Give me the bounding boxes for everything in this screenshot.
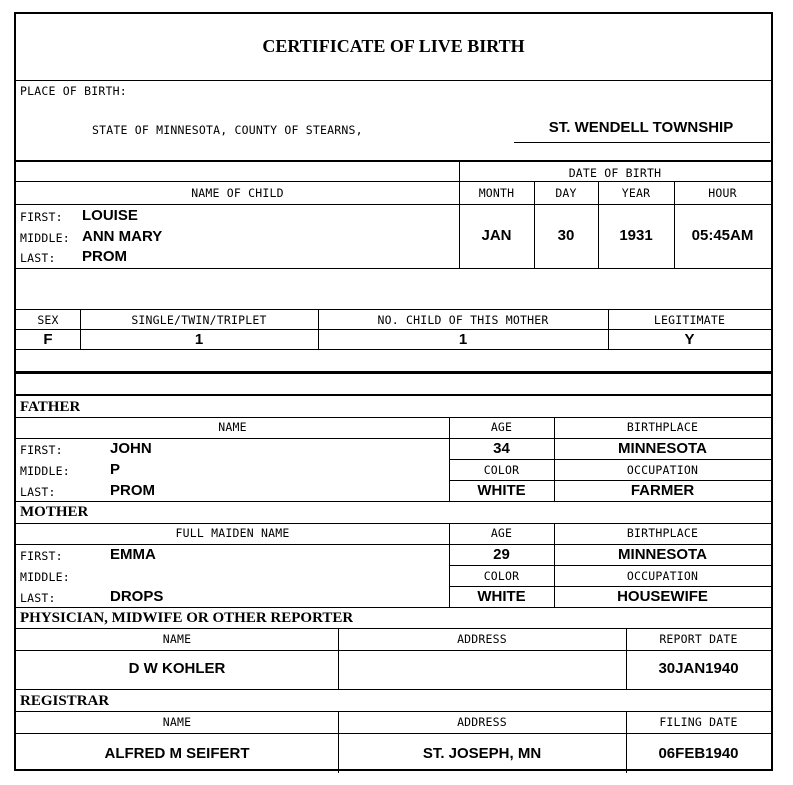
mother-age: 29 bbox=[493, 546, 510, 563]
mother-age-label: AGE bbox=[490, 526, 513, 540]
sex-label: SEX bbox=[37, 313, 59, 327]
mother-last-label: LAST: bbox=[20, 591, 56, 605]
registrar-section-title: REGISTRAR bbox=[20, 693, 110, 709]
father-color-label: COLOR bbox=[483, 463, 520, 477]
father-middle-label: MIDDLE: bbox=[20, 464, 70, 478]
father-name-header: NAME bbox=[218, 420, 247, 434]
certificate-title: CERTIFICATE OF LIVE BIRTH bbox=[262, 36, 525, 56]
physician-name: D W KOHLER bbox=[128, 660, 226, 677]
divider bbox=[16, 160, 771, 162]
child-number-label: NO. CHILD OF THIS MOTHER bbox=[377, 313, 549, 327]
sex-value: F bbox=[43, 331, 53, 348]
mother-color-label: COLOR bbox=[483, 569, 520, 583]
father-age-label: AGE bbox=[490, 420, 513, 434]
report-date-label: REPORT DATE bbox=[659, 632, 738, 646]
father-occupation: FARMER bbox=[630, 482, 695, 499]
father-color: WHITE bbox=[477, 482, 526, 499]
year-label: YEAR bbox=[621, 186, 651, 200]
filing-date-label: FILING DATE bbox=[659, 715, 738, 729]
registrar-address: ST. JOSEPH, MN bbox=[422, 745, 542, 762]
child-middle-label: MIDDLE: bbox=[20, 231, 70, 245]
mother-first-name: EMMA bbox=[110, 546, 156, 563]
mother-occupation-label: OCCUPATION bbox=[626, 569, 699, 583]
father-last-label: LAST: bbox=[20, 485, 56, 499]
father-age: 34 bbox=[493, 440, 510, 457]
mother-color: WHITE bbox=[477, 588, 526, 605]
mother-middle-label: MIDDLE: bbox=[20, 570, 70, 584]
state-county-text: STATE OF MINNESOTA, COUNTY OF STEARNS, bbox=[92, 123, 363, 137]
birth-certificate bbox=[14, 12, 773, 771]
father-birthplace-label: BIRTHPLACE bbox=[626, 420, 699, 434]
father-occupation-label: OCCUPATION bbox=[626, 463, 699, 477]
father-last-name: PROM bbox=[110, 482, 155, 499]
mother-birthplace-label: BIRTHPLACE bbox=[626, 526, 699, 540]
mother-first-label: FIRST: bbox=[20, 549, 63, 563]
birth-year: 1931 bbox=[619, 227, 653, 244]
child-middle-name: ANN MARY bbox=[82, 228, 163, 245]
plurality-value: 1 bbox=[194, 331, 204, 348]
mother-birthplace: MINNESOTA bbox=[618, 546, 707, 563]
physician-address-label: ADDRESS bbox=[457, 632, 507, 646]
father-section-title: FATHER bbox=[20, 399, 81, 415]
physician-name-label: NAME bbox=[162, 632, 192, 646]
birth-hour: 05:45AM bbox=[691, 227, 754, 244]
month-label: MONTH bbox=[478, 186, 515, 200]
father-first-name: JOHN bbox=[110, 440, 152, 457]
day-label: DAY bbox=[555, 186, 577, 200]
child-first-label: FIRST: bbox=[20, 210, 63, 224]
registrar-name-label: NAME bbox=[162, 715, 192, 729]
birth-month: JAN bbox=[481, 227, 512, 244]
father-middle-name: P bbox=[110, 461, 121, 478]
plurality-label: SINGLE/TWIN/TRIPLET bbox=[131, 313, 267, 327]
father-first-label: FIRST: bbox=[20, 443, 63, 457]
place-of-birth-label: PLACE OF BIRTH: bbox=[20, 84, 127, 98]
registrar-address-label: ADDRESS bbox=[457, 715, 507, 729]
legitimate-value: Y bbox=[684, 331, 695, 348]
report-date: 30JAN1940 bbox=[658, 660, 739, 677]
physician-section-title: PHYSICIAN, MIDWIFE OR OTHER REPORTER bbox=[20, 610, 354, 626]
birth-day: 30 bbox=[557, 227, 575, 244]
name-of-child-header: NAME OF CHILD bbox=[191, 186, 284, 200]
child-first-name: LOUISE bbox=[82, 207, 138, 224]
hour-label: HOUR bbox=[708, 186, 737, 200]
mother-name-header: FULL MAIDEN NAME bbox=[175, 526, 290, 540]
date-of-birth-header: DATE OF BIRTH bbox=[568, 166, 662, 180]
child-last-name: PROM bbox=[82, 248, 127, 265]
mother-section-title: MOTHER bbox=[20, 504, 89, 520]
child-number-value: 1 bbox=[458, 331, 468, 348]
filing-date: 06FEB1940 bbox=[658, 745, 739, 762]
child-last-label: LAST: bbox=[20, 251, 56, 265]
mother-occupation: HOUSEWIFE bbox=[617, 588, 708, 605]
divider bbox=[16, 80, 771, 81]
father-birthplace: MINNESOTA bbox=[618, 440, 707, 457]
legitimate-label: LEGITIMATE bbox=[653, 313, 726, 327]
township-underline bbox=[514, 142, 770, 143]
township-value: ST. WENDELL TOWNSHIP bbox=[548, 119, 734, 136]
mother-last-name: DROPS bbox=[110, 588, 164, 605]
registrar-name: ALFRED M SEIFERT bbox=[104, 745, 250, 762]
